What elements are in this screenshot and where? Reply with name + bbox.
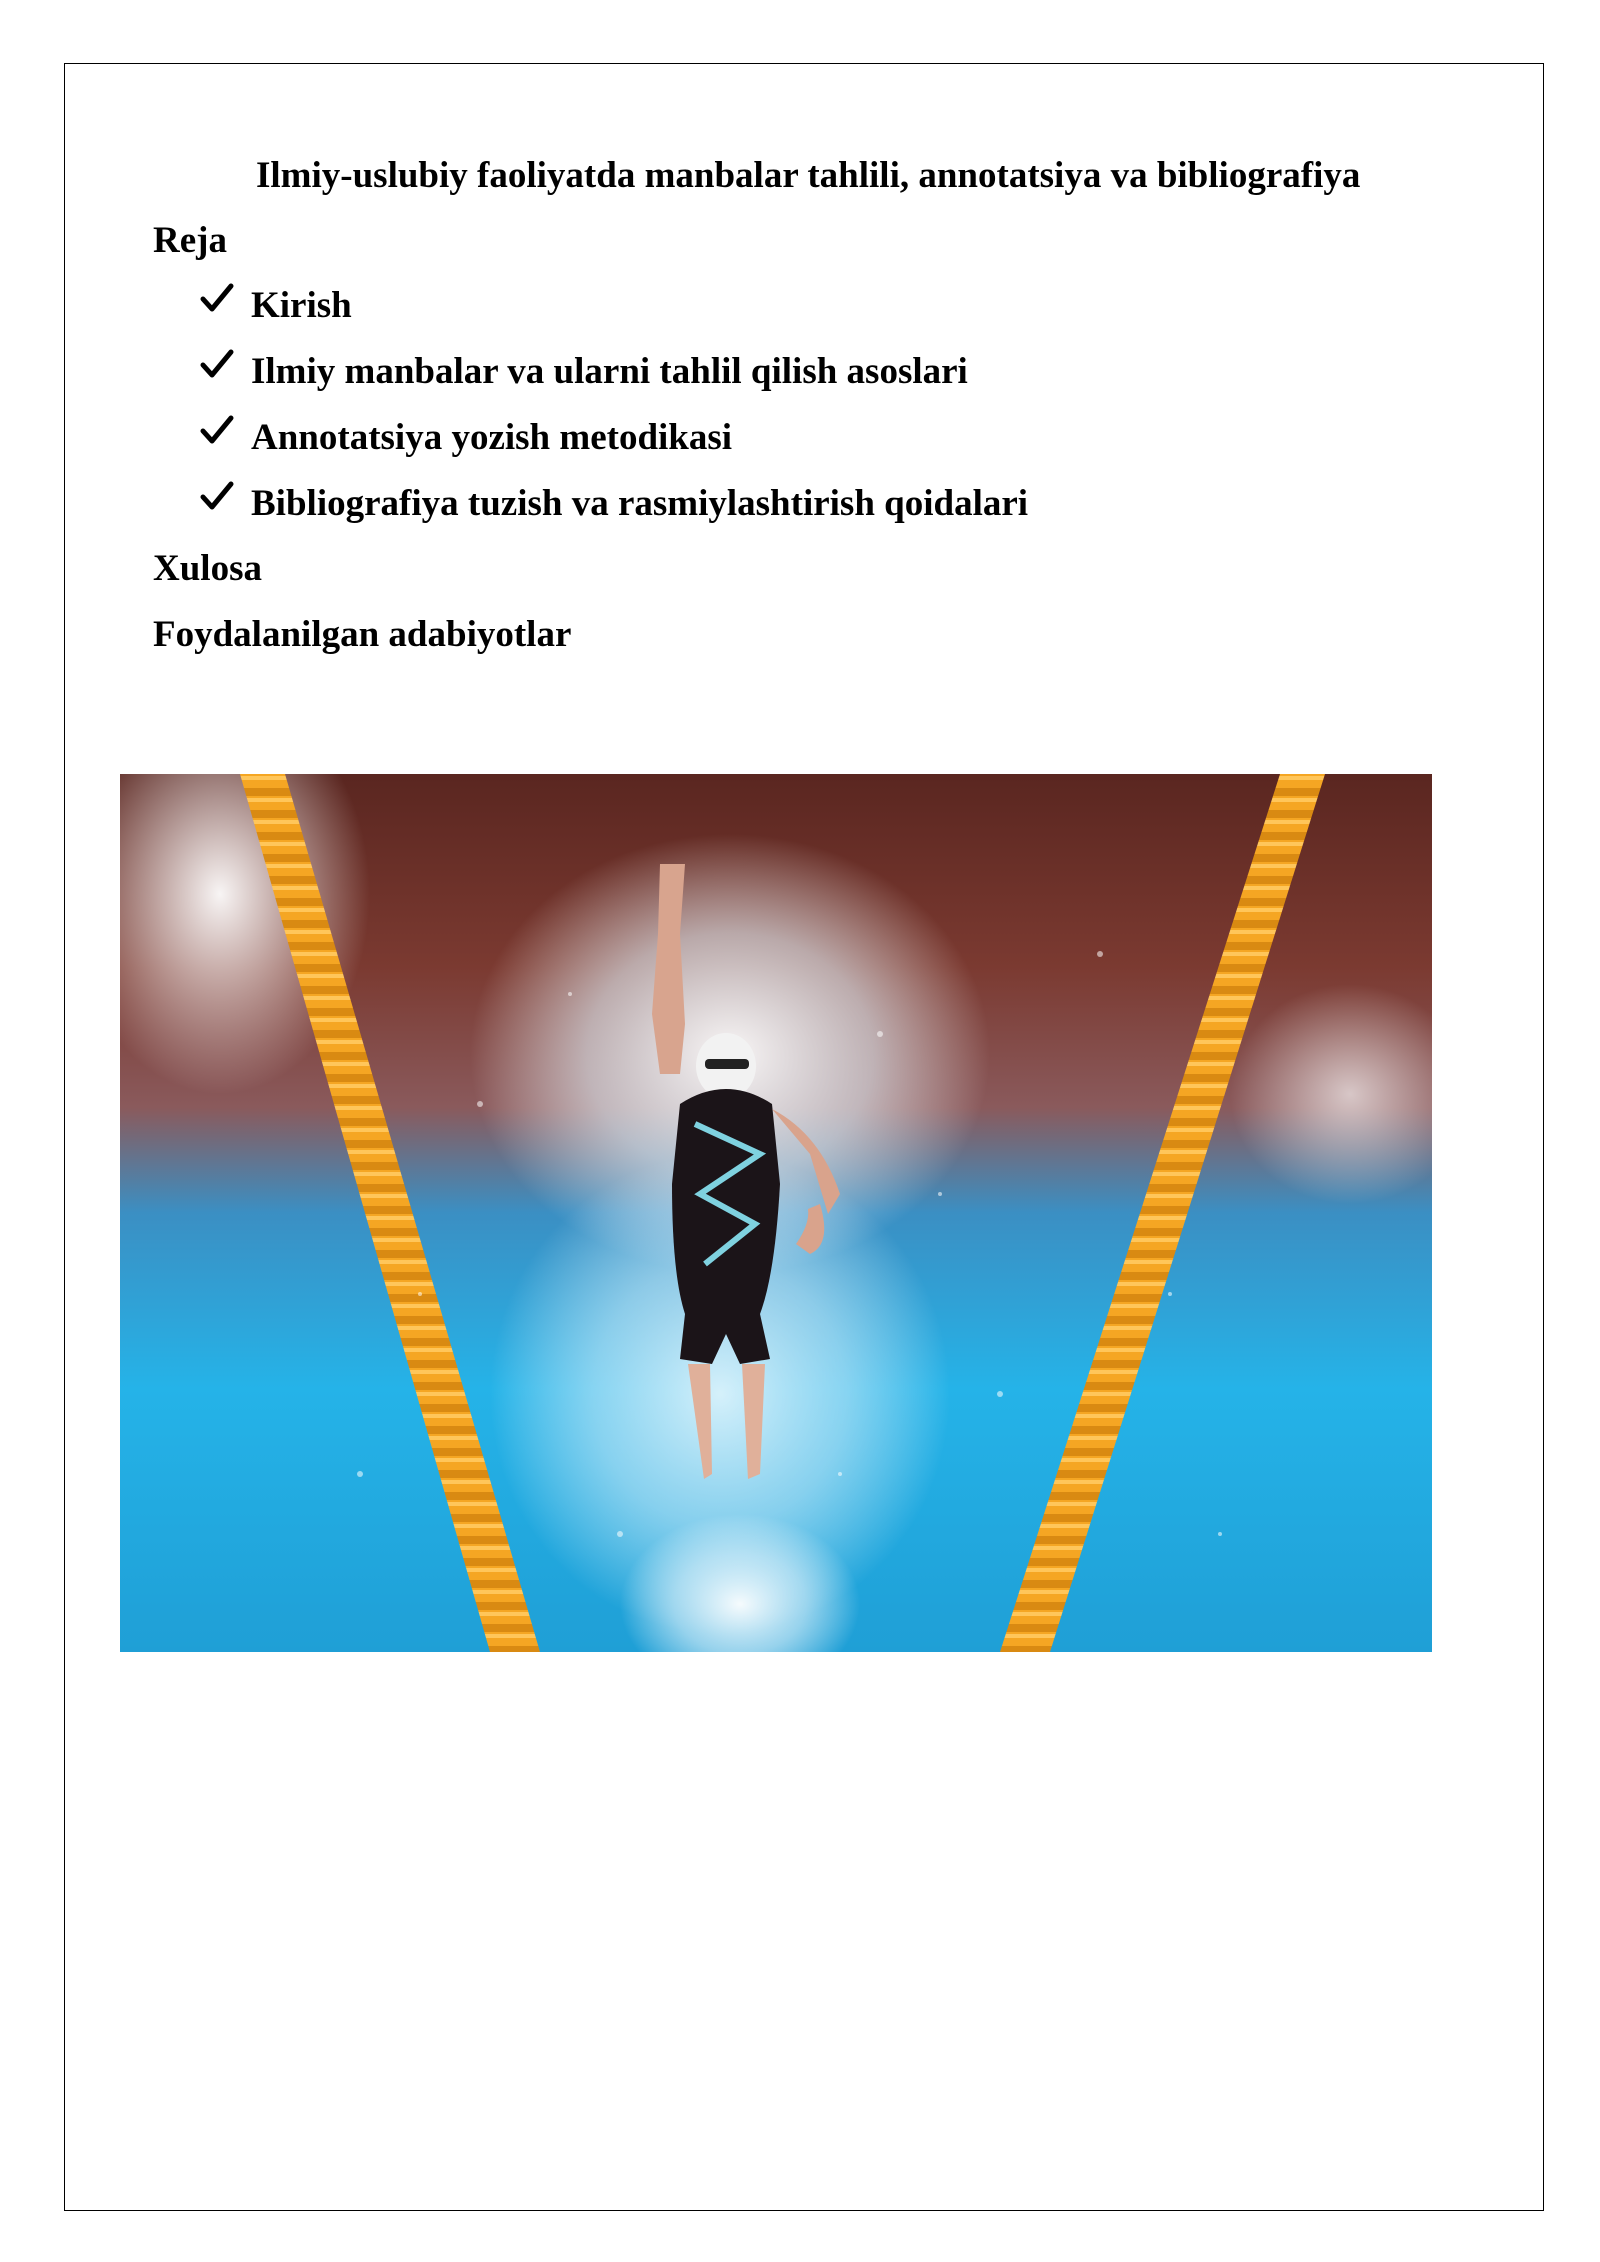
plan-item — [0, 346, 1600, 412]
checkmark-icon — [200, 414, 234, 446]
conclusion-heading: Xulosa — [153, 548, 262, 589]
plan-item-label: Bibliografiya tuzish va rasmiylashtirish qoidalari — [251, 483, 1029, 524]
plan-item — [0, 412, 1600, 478]
plan-item-label: Ilmiy manbalar va ularni tahlil qilish asoslari — [251, 351, 968, 392]
swimmer-photo — [120, 774, 1432, 1652]
document-title: Ilmiy-uslubiy faoliyatda manbalar tahlili, annotatsiya va bibliografiya — [256, 155, 1361, 196]
plan-item-label: Annotatsiya yozish metodikasi — [251, 417, 733, 458]
plan-list — [0, 280, 1600, 544]
checkmark-icon — [200, 348, 234, 380]
checkmark-icon — [200, 282, 234, 314]
plan-item-label: Kirish — [251, 285, 352, 326]
plan-item — [0, 280, 1600, 346]
references-heading: Foydalanilgan adabiyotlar — [153, 614, 572, 655]
checkmark-icon — [200, 480, 234, 512]
plan-item — [0, 478, 1600, 544]
plan-heading: Reja — [153, 220, 227, 261]
